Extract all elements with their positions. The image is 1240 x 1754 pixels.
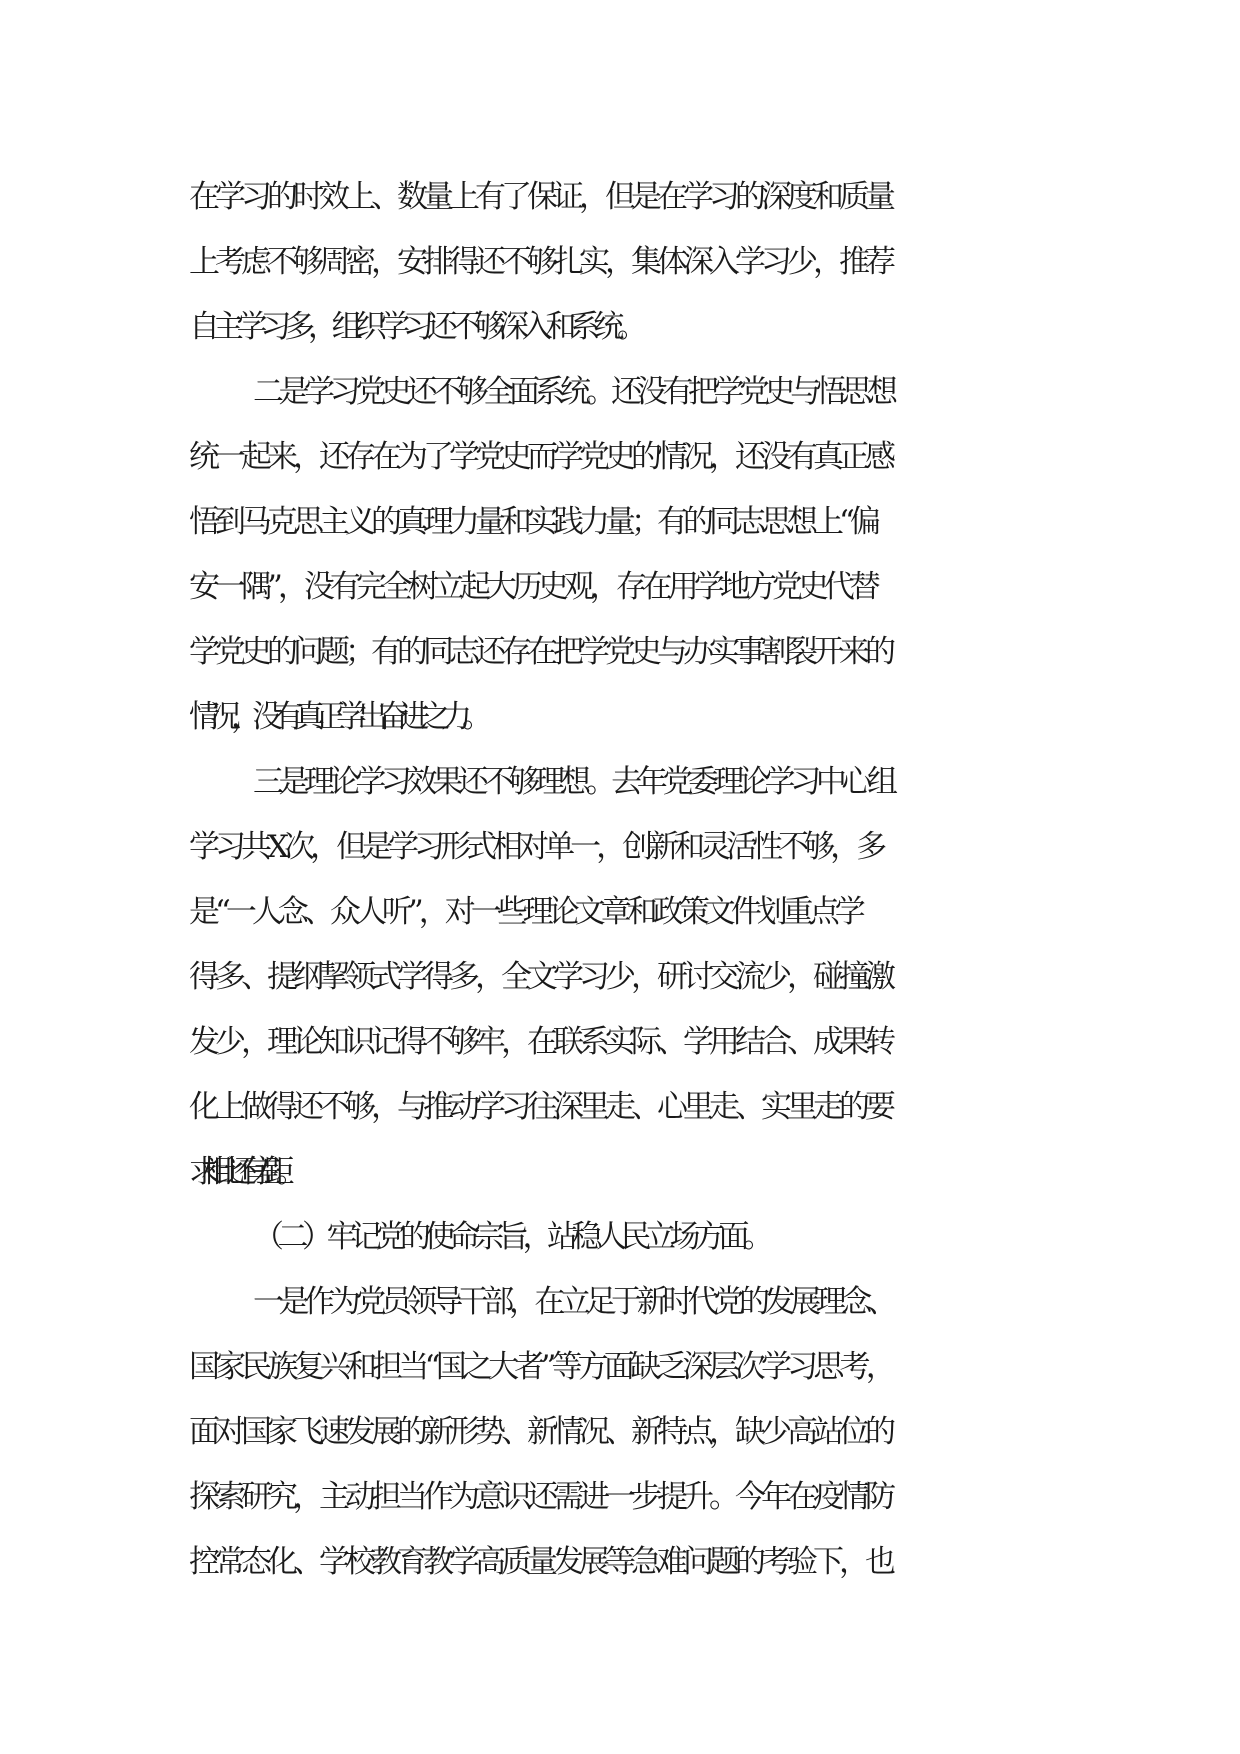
text-line: 一是作为党员领导干部，在立足于新时代党的发展理念、 (253, 1284, 893, 1320)
text-line: 学党史的问题；有的同志还存在把学党史与办实事割裂开来的 (189, 634, 891, 670)
text-line: 自主学习多，组织学习还不够深入和系统。 (189, 309, 641, 345)
text-line: 统一起来，还存在为了学党史而学党史的情况，还没有真正感 (189, 439, 891, 475)
text-line: 是“一人念、众人听”，对一些理论文章和政策文件划重点学 (189, 894, 861, 930)
text-line: 探索研究，主动担当作为意识还需进一步提升。今年在疫情防 (189, 1479, 891, 1515)
text-line: 面对国家飞速发展的新形势、新情况、新特点，缺少高站位的 (189, 1414, 891, 1450)
document-body (189, 165, 1069, 1595)
text-line: 学习共X次，但是学习形式相对单一，创新和灵活性不够，多 (189, 829, 883, 865)
text-line: 控常态化、学校教育教学高质量发展等急难问题的考验下，也 (189, 1544, 891, 1580)
text-line: 情况，没有真正学出奋进之力。 (189, 699, 483, 735)
text-line: 悟到马克思主义的真理力量和实践力量；有的同志思想上“偏 (189, 504, 876, 540)
text-line: 二是学习党史还不够全面系统。还没有把学党史与悟思想 (253, 374, 893, 410)
text-line: 得多、提纲挈领式学得多，全文学习少，研讨交流少，碰撞激 (189, 959, 891, 995)
text-line: 上考虑不够周密，安排得还不够扎实，集体深入学习少，推荐 (189, 244, 891, 280)
text-line: 在学习的时效上、数量上有了保证，但是在学习的深度和质量 (189, 179, 891, 215)
text-line: 求相比还有差距。 (189, 1154, 289, 1190)
text-line: 化上做得还不够，与推动学习往深里走、心里走、实里走的要 (189, 1089, 891, 1125)
text-line: 三是理论学习效果还不够理想。去年党委理论学习中心组 (253, 764, 893, 800)
text-line: （二）牢记党的使命宗旨，站稳人民立场方面。 (253, 1219, 768, 1255)
text-line: 安一隅”，没有完全树立起大历史观，存在用学地方党史代替 (189, 569, 876, 605)
text-line: 国家民族复兴和担当“国之大者”等方面缺乏深层次学习思考， (189, 1349, 892, 1385)
text-line: 发少，理论知识记得不够牢，在联系实际、学用结合、成果转 (189, 1024, 891, 1060)
